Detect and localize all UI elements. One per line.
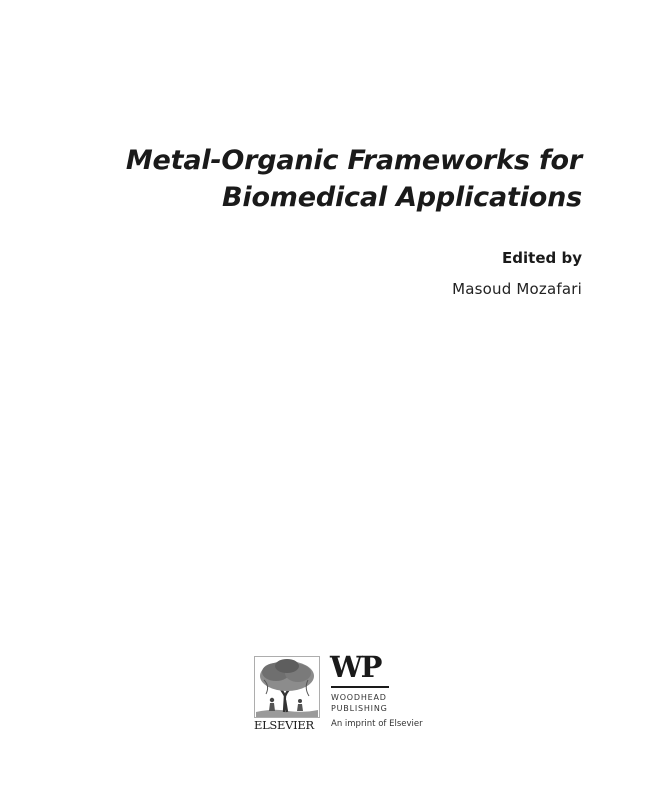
book-title-line-2: Biomedical Applications <box>222 182 582 213</box>
woodhead-name-line-2: PUBLISHING <box>331 704 388 713</box>
woodhead-publishing-name <box>331 692 388 714</box>
woodhead-logo-rule <box>331 686 389 688</box>
elsevier-tree-icon <box>254 656 320 718</box>
woodhead-name-line-1: WOODHEAD <box>331 693 387 702</box>
publisher-logos <box>254 652 434 734</box>
book-title-line-1: Metal-Organic Frameworks for <box>125 145 582 176</box>
edited-by-label: Edited by <box>502 249 582 267</box>
book-title <box>126 142 582 216</box>
woodhead-wp-logo: WP <box>330 650 381 684</box>
elsevier-wordmark: ELSEVIER <box>254 718 314 732</box>
imprint-note: An imprint of Elsevier <box>331 719 423 729</box>
editor-name: Masoud Mozafari <box>452 280 582 298</box>
